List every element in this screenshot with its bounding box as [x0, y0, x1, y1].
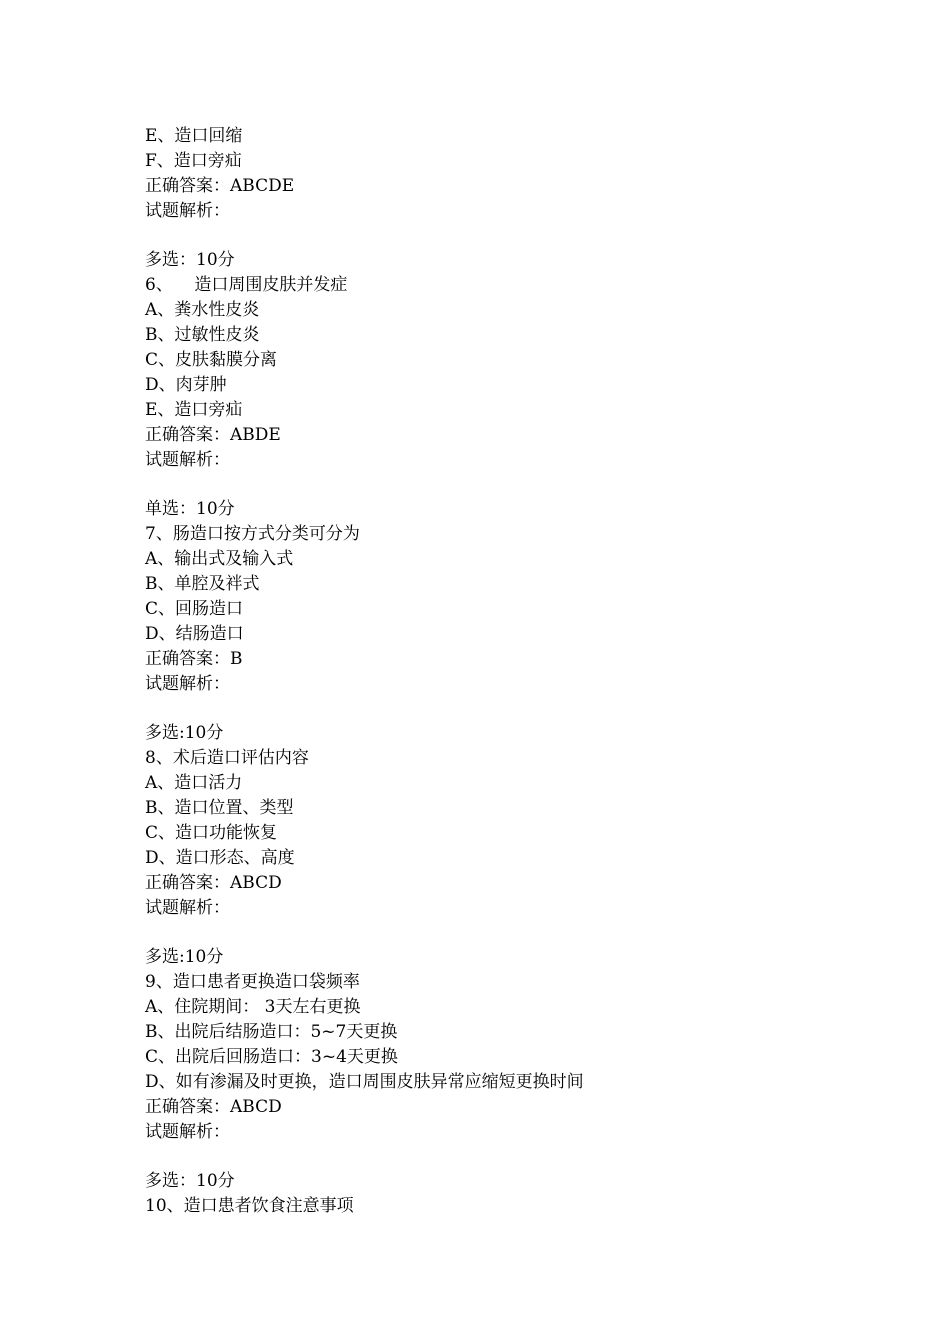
analysis-label: 试题解析：: [145, 897, 230, 918]
option-e: E、造口旁疝: [145, 399, 243, 420]
option-a: A、造口活力: [145, 773, 243, 794]
question-type-score: 单选：10分: [145, 499, 235, 520]
question-block: [145, 248, 905, 472]
question-type-score: 多选：10分: [145, 250, 235, 271]
question-type-score: 多选:10分: [145, 947, 224, 968]
correct-answer: 正确答案：ABCD: [145, 872, 282, 893]
option-b: B、出院后结肠造口：5~7天更换: [145, 1022, 398, 1043]
question-stem: 6、 造口周围皮肤并发症: [145, 275, 348, 296]
option-e: E、造口回缩: [145, 126, 243, 146]
option-a: A、住院期间： 3天左右更换: [145, 997, 361, 1018]
question-block: [145, 721, 905, 920]
spacer: [145, 472, 905, 497]
option-d: D、造口形态、高度: [145, 847, 295, 868]
option-d: D、肉芽肿: [145, 374, 227, 395]
correct-answer: 正确答案：ABCD: [145, 1096, 282, 1117]
option-c: C、造口功能恢复: [145, 822, 278, 843]
analysis-label: 试题解析：: [145, 673, 230, 694]
correct-answer: 正确答案：ABCDE: [145, 175, 295, 196]
option-b: B、单腔及袢式: [145, 574, 260, 595]
option-d: D、结肠造口: [145, 623, 244, 644]
option-a: A、输出式及输入式: [145, 549, 294, 570]
correct-answer: 正确答案：B: [145, 648, 243, 669]
spacer: [145, 921, 905, 946]
option-c: C、回肠造口: [145, 598, 244, 619]
spacer: [145, 224, 905, 249]
correct-answer: 正确答案：ABDE: [145, 424, 281, 445]
analysis-label: 试题解析：: [145, 1121, 230, 1142]
question-type-score: 多选：10分: [145, 1171, 235, 1192]
spacer: [145, 696, 905, 721]
option-b: B、造口位置、类型: [145, 798, 294, 819]
option-c: C、出院后回肠造口：3~4天更换: [145, 1046, 398, 1067]
question-block: [145, 945, 905, 1144]
question-stem: 7、肠造口按方式分类可分为: [145, 524, 360, 545]
question-stem: 10、造口患者饮食注意事项: [145, 1196, 354, 1217]
option-b: B、过敏性皮炎: [145, 325, 260, 346]
option-f: F、造口旁疝: [145, 150, 242, 171]
question-type-score: 多选:10分: [145, 723, 224, 744]
question-stem: 9、造口患者更换造口袋频率: [145, 972, 360, 993]
document-page: [145, 124, 905, 1219]
analysis-label: 试题解析：: [145, 449, 230, 470]
question-block: [145, 497, 905, 696]
question-block: [145, 1169, 905, 1219]
option-c: C、皮肤黏膜分离: [145, 350, 278, 371]
analysis-label: 试题解析：: [145, 200, 230, 221]
question-stem: 8、术后造口评估内容: [145, 748, 309, 769]
option-d: D、如有渗漏及时更换，造口周围皮肤异常应缩短更换时间: [145, 1071, 584, 1092]
option-a: A、粪水性皮炎: [145, 300, 260, 321]
spacer: [145, 1145, 905, 1170]
